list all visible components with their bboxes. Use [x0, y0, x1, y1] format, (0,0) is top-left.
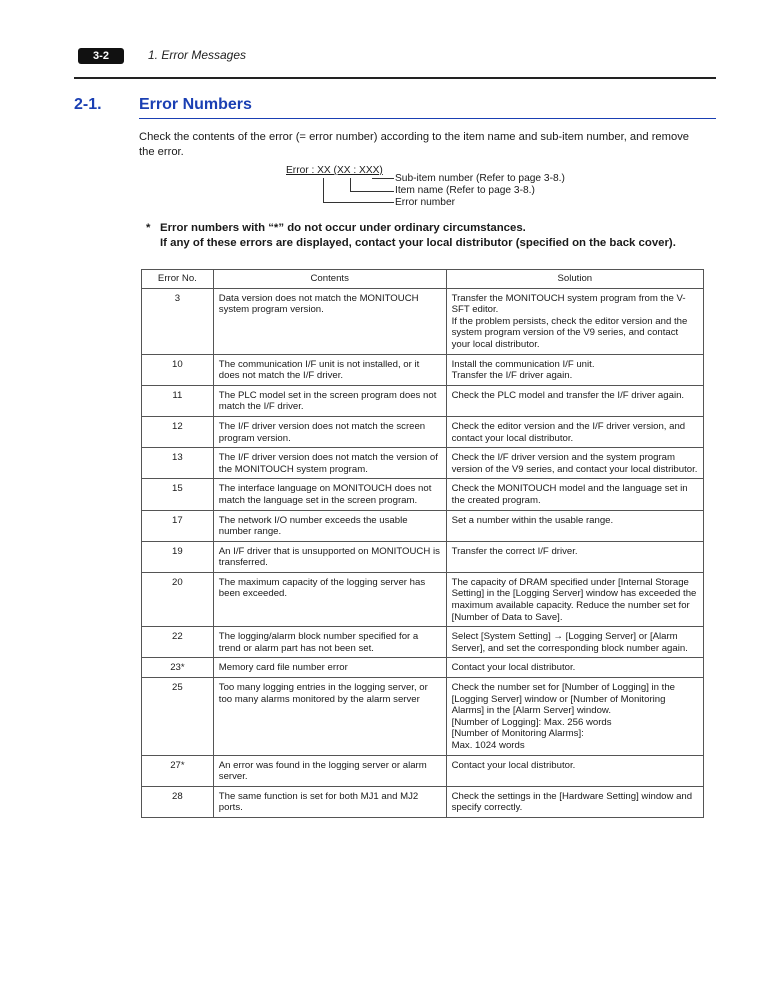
table-row [142, 416, 704, 447]
table-row [142, 479, 704, 510]
solution-cell: Transfer the MONITOUCH system program from the V-SFT editor. If the problem persists, check the editor version and the system program version of the V9 series, and contact your local distributor. [446, 288, 703, 354]
table-row [142, 786, 704, 817]
error-number-cell: 13 [142, 448, 214, 479]
error-number-cell: 27* [142, 755, 214, 786]
error-number-cell: 28 [142, 786, 214, 817]
contents-cell: The maximum capacity of the logging server has been exceeded. [213, 572, 446, 626]
contents-cell: Memory card file number error [213, 658, 446, 678]
solution-cell: Contact your local distributor. [446, 755, 703, 786]
error-number-cell: 12 [142, 416, 214, 447]
table-row [142, 288, 704, 354]
table-row [142, 510, 704, 541]
item-name-label: Item name (Refer to page 3-8.) [395, 185, 535, 196]
table-body [142, 288, 704, 817]
column-header-error-no: Error No. [142, 270, 214, 289]
page-number-tab: 3-2 [78, 48, 124, 64]
error-number-cell: 25 [142, 678, 214, 756]
error-number-cell: 17 [142, 510, 214, 541]
table-header-row [142, 270, 704, 289]
note-line-2: If any of these errors are displayed, contact your local distributor (specified on the back cover). [160, 237, 676, 249]
column-header-contents: Contents [213, 270, 446, 289]
error-table [141, 269, 704, 818]
contents-cell: Too many logging entries in the logging server, or too many alarms monitored by the alarm server [213, 678, 446, 756]
sub-item-connector [372, 178, 394, 179]
contents-cell: The logging/alarm block number specified for a trend or alarm part has not been set. [213, 627, 446, 658]
error-number-cell: 10 [142, 354, 214, 385]
solution-cell: Install the communication I/F unit. Transfer the I/F driver again. [446, 354, 703, 385]
error-number-label: Error number [395, 197, 456, 208]
solution-cell: Check the editor version and the I/F driver version, and contact your local distributor. [446, 416, 703, 447]
intro-paragraph: Check the contents of the error (= error number) according to the item name and sub-item number, and remove the error. [139, 131, 690, 158]
solution-cell: Select [System Setting] → [Logging Server] or [Alarm Server], and set the corresponding block number again. [446, 627, 703, 658]
table-row [142, 627, 704, 658]
note-line-1: Error numbers with “*” do not occur under ordinary circumstances. [160, 222, 526, 234]
contents-cell: Data version does not match the MONITOUCH system program version. [213, 288, 446, 354]
error-code-format: Error : XX (XX : XXX) [286, 165, 383, 176]
table-row [142, 385, 704, 416]
error-connector-vertical [323, 178, 324, 202]
error-number-cell: 15 [142, 479, 214, 510]
error-number-cell: 11 [142, 385, 214, 416]
contents-cell: The interface language on MONITOUCH does not match the language set in the screen program. [213, 479, 446, 510]
table-row [142, 572, 704, 626]
error-number-cell: 22 [142, 627, 214, 658]
solution-cell: Transfer the correct I/F driver. [446, 541, 703, 572]
note-asterisk: * [146, 222, 151, 234]
section-title: Error Numbers [139, 96, 252, 113]
error-number-cell: 19 [142, 541, 214, 572]
error-connector-horizontal [323, 202, 394, 203]
solution-cell: Check the MONITOUCH model and the language set in the created program. [446, 479, 703, 510]
item-connector-vertical [350, 178, 351, 191]
solution-cell: Check the PLC model and transfer the I/F driver again. [446, 385, 703, 416]
contents-cell: The I/F driver version does not match the screen program version. [213, 416, 446, 447]
header-divider [74, 77, 716, 79]
contents-cell: The network I/O number exceeds the usable number range. [213, 510, 446, 541]
table-row [142, 541, 704, 572]
contents-cell: The PLC model set in the screen program does not match the I/F driver. [213, 385, 446, 416]
contents-cell: The communication I/F unit is not installed, or it does not match the I/F driver. [213, 354, 446, 385]
table-row [142, 354, 704, 385]
error-number-cell: 20 [142, 572, 214, 626]
solution-cell: Set a number within the usable range. [446, 510, 703, 541]
item-connector-horizontal [350, 191, 394, 192]
column-header-solution: Solution [446, 270, 703, 289]
solution-cell: Contact your local distributor. [446, 658, 703, 678]
solution-cell: Check the number set for [Number of Logging] in the [Logging Server] window or [Number of Monitoring Alarms] in the [Alarm Server] window. [Number of Logging]: Max. 256 words [Number of Monitoring Alarms]: Max. 1024 words [446, 678, 703, 756]
table-row [142, 658, 704, 678]
contents-cell: The I/F driver version does not match the version of the MONITOUCH system program. [213, 448, 446, 479]
error-number-cell: 3 [142, 288, 214, 354]
table-row [142, 448, 704, 479]
page-header [74, 46, 716, 68]
contents-cell: An error was found in the logging server or alarm server. [213, 755, 446, 786]
chapter-title: 1. Error Messages [148, 48, 247, 62]
error-number-cell: 23* [142, 658, 214, 678]
table-row [142, 678, 704, 756]
sub-item-label: Sub-item number (Refer to page 3-8.) [395, 173, 565, 184]
error-code-diagram [286, 165, 606, 213]
table-row [142, 755, 704, 786]
solution-cell: Check the I/F driver version and the system program version of the V9 series, and contact your local distributor. [446, 448, 703, 479]
contents-cell: The same function is set for both MJ1 and MJ2 ports. [213, 786, 446, 817]
section-number: 2-1. [74, 96, 102, 113]
solution-cell: Check the settings in the [Hardware Setting] window and specify correctly. [446, 786, 703, 817]
solution-cell: The capacity of DRAM specified under [Internal Storage Setting] in the [Logging Server] window has exceeded the maximum available capacity. Reduce the number set for [Number of Data to Save]. [446, 572, 703, 626]
section-underline [139, 118, 716, 119]
contents-cell: An I/F driver that is unsupported on MONITOUCH is transferred. [213, 541, 446, 572]
